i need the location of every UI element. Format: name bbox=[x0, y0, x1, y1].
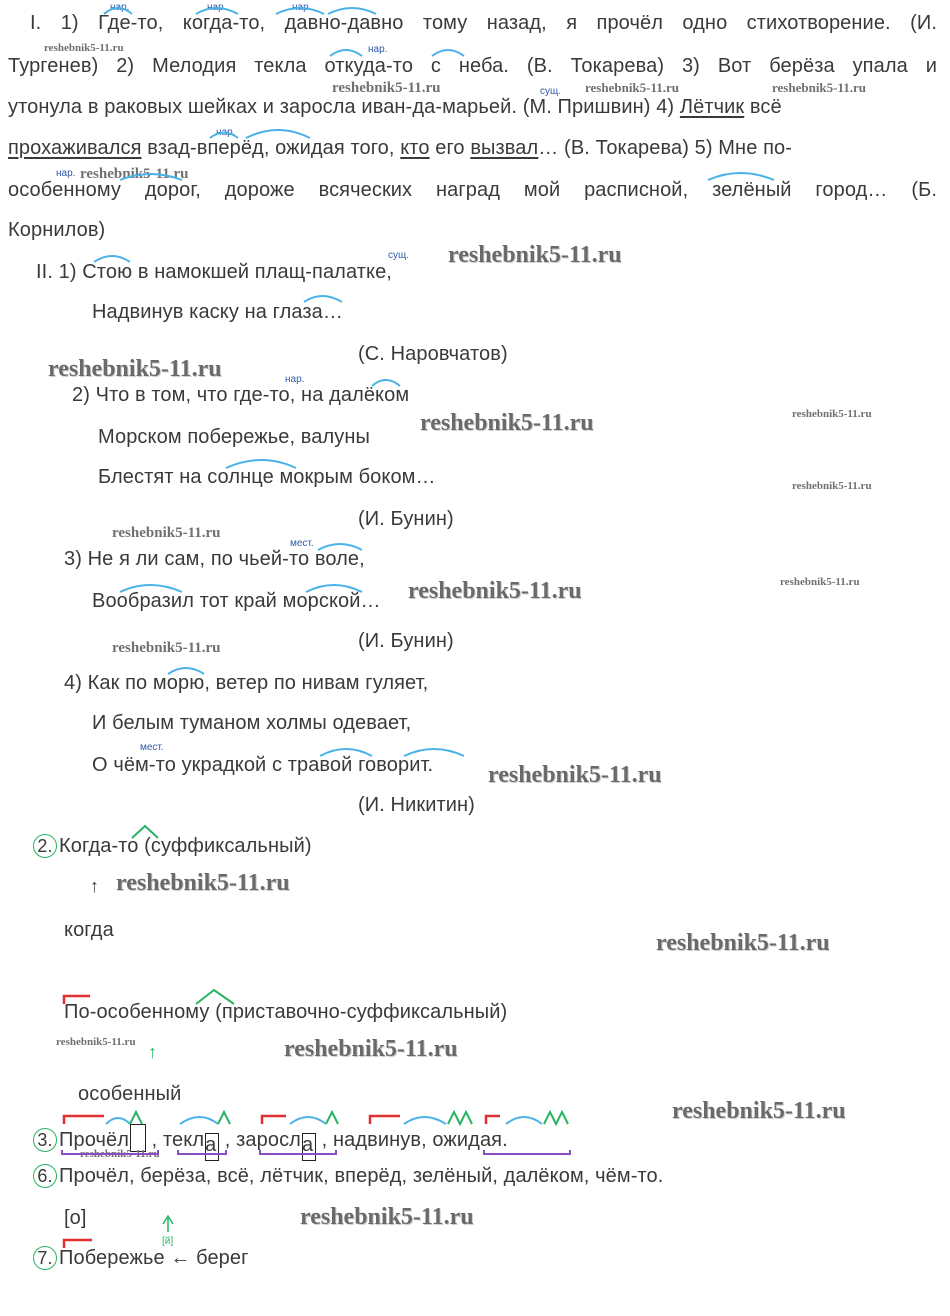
task6-line: 6. Прочёл, берёза, всё, лётчик, вперёд, зелёный, далёком, чём-то. bbox=[36, 1164, 663, 1188]
watermark: reshebnik5-11.ru bbox=[56, 1036, 136, 1048]
poem4-line1: 4) Как по морю, ветер по нивам гуляет, bbox=[64, 672, 429, 694]
text-line-2: Тургенев) 2) Мелодия текла откуда-то с неба. (В. Токарева) 3) Вот берёза упала и bbox=[8, 55, 937, 77]
poem3-line2: Вообразил тот край морской… bbox=[92, 590, 381, 612]
annotation-nar: нар. bbox=[292, 2, 312, 13]
watermark: reshebnik5-11.ru bbox=[284, 1036, 458, 1062]
watermark: reshebnik5-11.ru bbox=[488, 762, 662, 788]
watermark: reshebnik5-11.ru bbox=[44, 42, 124, 54]
poem2-line2: Морском побережье, валуны bbox=[98, 426, 371, 448]
watermark: reshebnik5-11.ru bbox=[112, 640, 221, 656]
task3-line: 3. Прочёл , текла , заросла , надвинув, ожидая. bbox=[36, 1124, 508, 1161]
task-number-circle: 3. bbox=[33, 1128, 57, 1152]
poem2-line3: Блестят на солнце мокрым боком… bbox=[98, 466, 436, 488]
ending-box: а bbox=[302, 1133, 316, 1161]
poem2-line1: 2) Что в том, что где-то, на далёком bbox=[72, 384, 410, 406]
watermark: reshebnik5-11.ru bbox=[112, 525, 221, 541]
poem4-line3: О чём-то украдкой с травой говорит. bbox=[92, 754, 434, 776]
task2-line2: По-особенному (приставочно-суффиксальный) bbox=[64, 1001, 508, 1023]
poem1-author: (С. Наровчатов) bbox=[358, 343, 508, 365]
ending-box: а bbox=[205, 1133, 219, 1161]
annotation-mest: мест. bbox=[140, 742, 164, 753]
underlined-word: кто bbox=[400, 137, 430, 159]
annotation-nar: нар. bbox=[56, 168, 76, 179]
watermark: reshebnik5-11.ru bbox=[116, 870, 290, 896]
watermark: reshebnik5-11.ru bbox=[780, 576, 860, 588]
poem4-line2: И белым туманом холмы одевает, bbox=[92, 712, 412, 734]
watermark: reshebnik5-11.ru bbox=[408, 578, 582, 604]
annotation-nar: нар. bbox=[207, 2, 227, 13]
poem3-author: (И. Бунин) bbox=[358, 630, 454, 652]
annotation-sushch: сущ. bbox=[540, 86, 562, 97]
text-line-3: утонула в раковых шейках и заросла иван-да-марьей. (М. Пришвин) 4) Лётчик всё bbox=[8, 96, 782, 118]
task2-line1: 2. Когда-то (суффиксальный) bbox=[36, 834, 312, 858]
poem4-author: (И. Никитин) bbox=[358, 794, 475, 816]
watermark: reshebnik5-11.ru bbox=[420, 410, 594, 436]
watermark: reshebnik5-11.ru bbox=[672, 1098, 846, 1124]
watermark: reshebnik5-11.ru bbox=[80, 1148, 160, 1160]
watermark: reshebnik5-11.ru bbox=[772, 80, 867, 95]
task-number-circle: 7. bbox=[33, 1246, 57, 1270]
watermark: reshebnik5-11.ru bbox=[80, 166, 189, 182]
annotation-nar: нар. bbox=[110, 2, 130, 13]
task2-base1: когда bbox=[64, 919, 114, 941]
watermark: reshebnik5-11.ru bbox=[656, 930, 830, 956]
transcription-o: [о] bbox=[64, 1207, 87, 1229]
watermark: reshebnik5-11.ru bbox=[792, 408, 872, 420]
task2-base2: особенный bbox=[78, 1083, 182, 1105]
underlined-word: прохаживался bbox=[8, 137, 142, 159]
annotation-nar: нар. bbox=[216, 127, 236, 138]
derivation-arrow: ↑ bbox=[90, 876, 99, 896]
watermark: reshebnik5-11.ru bbox=[792, 480, 872, 492]
watermark: reshebnik5-11.ru bbox=[448, 242, 622, 268]
watermark: reshebnik5-11.ru bbox=[585, 80, 680, 95]
poem2-author: (И. Бунин) bbox=[358, 508, 454, 530]
annotation-nar: нар. bbox=[285, 374, 305, 385]
text-line-5: особенному дорог, дороже всяческих наград мой расписной, зелёный город… (Б. bbox=[8, 179, 937, 201]
watermark: reshebnik5-11.ru bbox=[332, 80, 441, 96]
annotation-mest: мест. bbox=[290, 538, 314, 549]
derivation-arrow: ↑ bbox=[148, 1042, 157, 1062]
underlined-word: вызвал bbox=[470, 137, 539, 159]
transcription-jot: [й] bbox=[162, 1236, 174, 1247]
poem1-line1: II. 1) Стою в намокшей плащ-палатке, bbox=[36, 261, 392, 283]
poem3-line1: 3) Не я ли сам, по чьей-то воле, bbox=[64, 548, 365, 570]
task7-line: 7. Побережье ← берег bbox=[36, 1246, 249, 1270]
jot-arrow bbox=[163, 1216, 173, 1232]
annotation-sushch: сущ. bbox=[388, 250, 410, 261]
task-number-circle: 6. bbox=[33, 1164, 57, 1188]
text-line-1: I. 1) Где-то, когда-то, давно-давно тому назад, я прочёл одно стихотворение. (И. bbox=[30, 12, 937, 34]
text-line-6: Корнилов) bbox=[8, 219, 106, 241]
task-number-circle: 2. bbox=[33, 834, 57, 858]
underlined-word: всё bbox=[749, 96, 782, 118]
watermark: reshebnik5-11.ru bbox=[48, 356, 222, 382]
text-line-4: прохаживался взад-вперёд, ожидая того, кто его вызвал… (В. Токарева) 5) Мне по- bbox=[8, 137, 792, 159]
underlined-word: Лётчик bbox=[679, 96, 745, 118]
watermark: reshebnik5-11.ru bbox=[300, 1204, 474, 1230]
poem1-line2: Надвинув каску на глаза… bbox=[92, 301, 343, 323]
annotation-nar: нар. bbox=[368, 44, 388, 55]
